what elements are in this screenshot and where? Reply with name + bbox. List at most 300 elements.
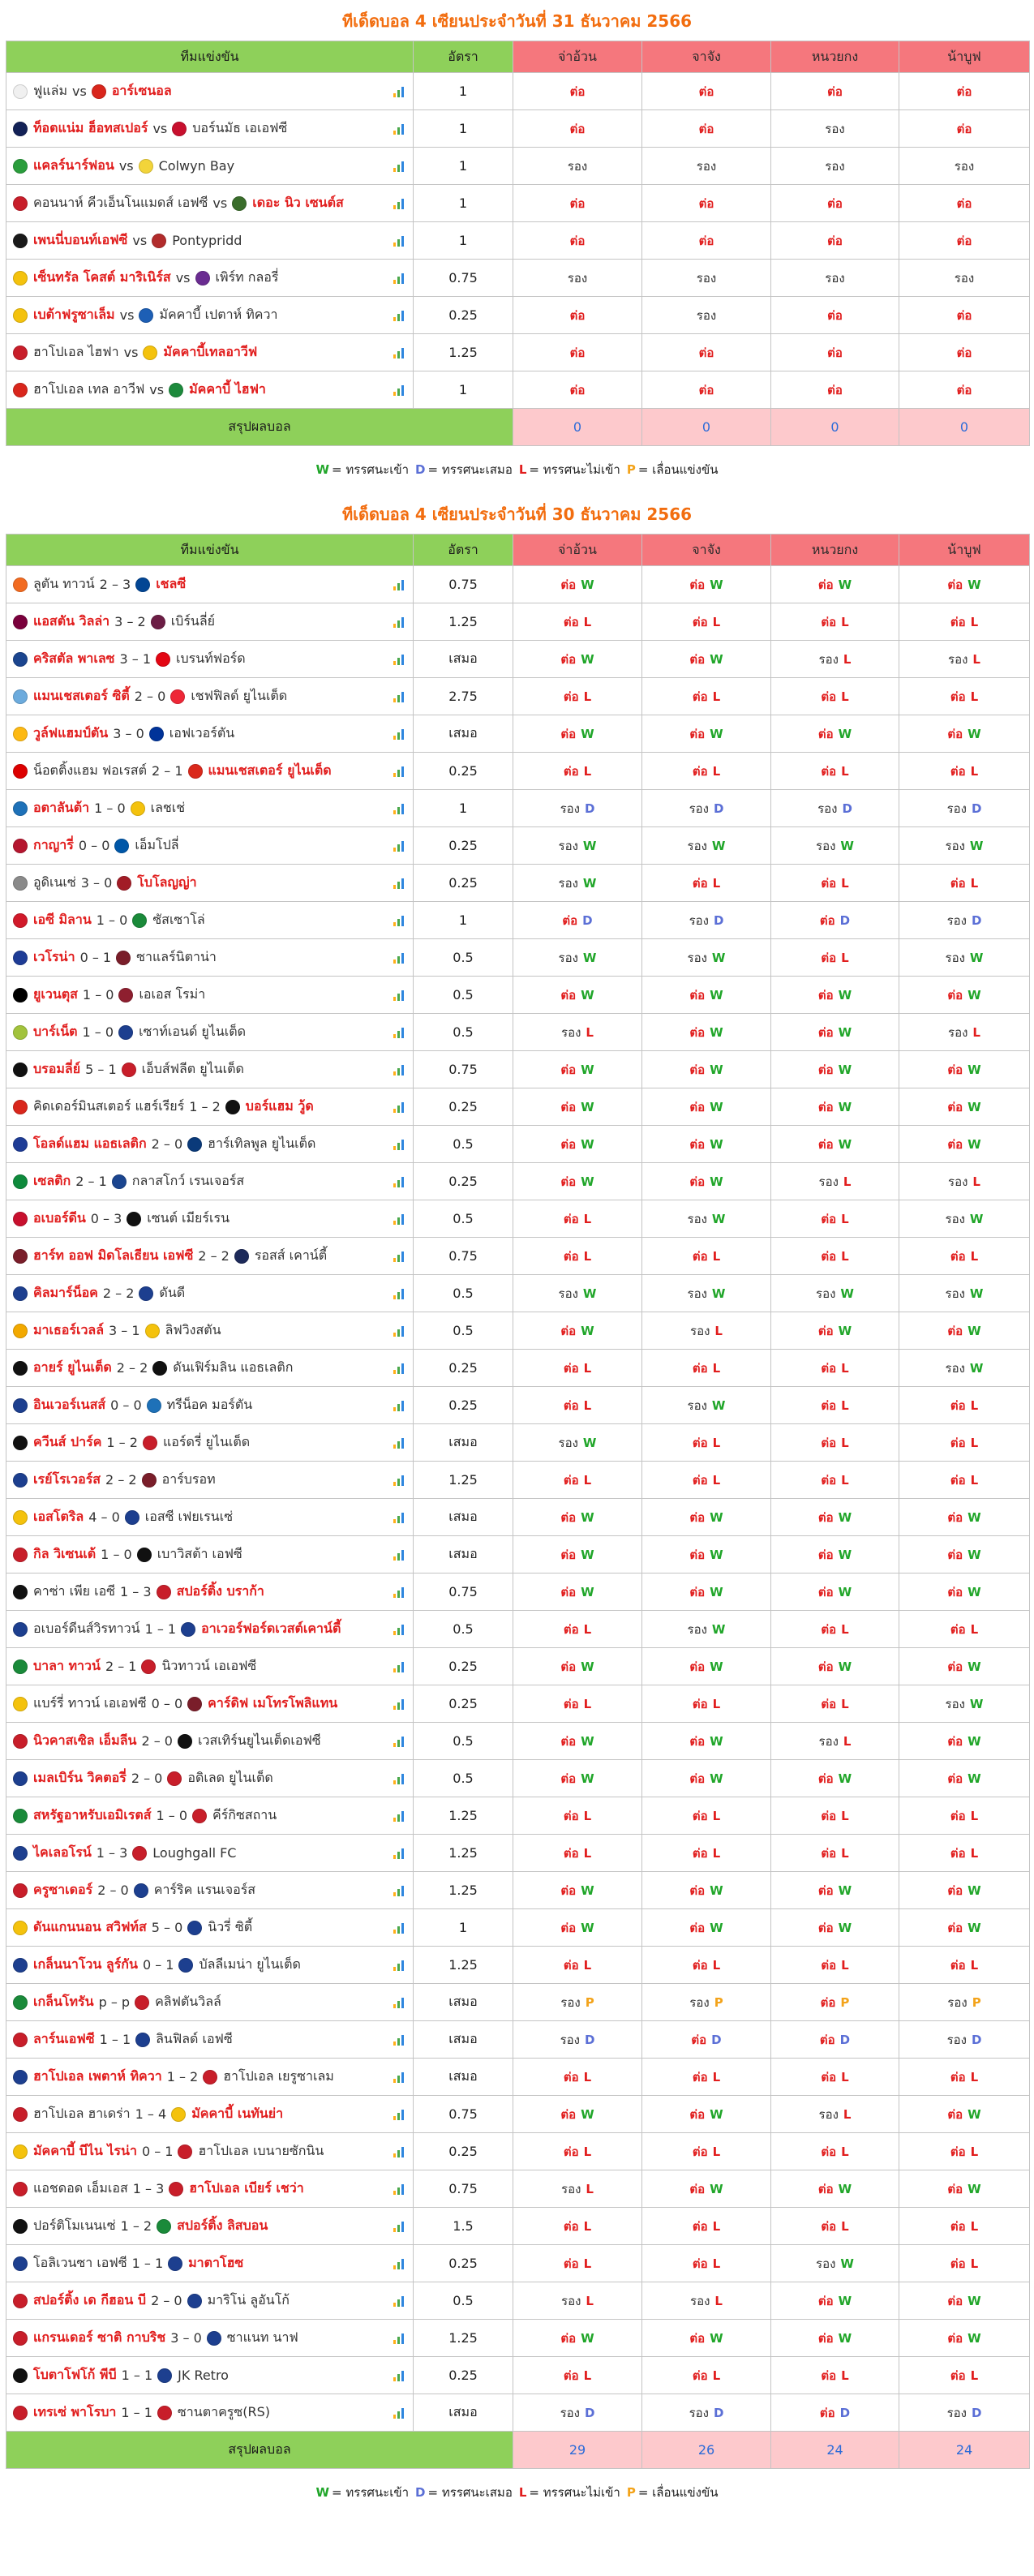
bar-chart-icon[interactable] xyxy=(393,1176,405,1187)
home-team[interactable]: ครูซาเดอร์ xyxy=(33,1882,93,1897)
home-team[interactable]: มัคคาบี้ บีไน ไรน่า xyxy=(33,2143,137,2158)
away-team[interactable]: กลาสโกว์ เรนเจอร์ส xyxy=(131,1173,245,1188)
away-team[interactable]: เซาท์เอนด์ ยูไนเต็ด xyxy=(139,1024,247,1039)
away-team[interactable]: มัคคาบี้ เนทันย่า xyxy=(191,2106,284,2121)
bar-chart-icon[interactable] xyxy=(393,1475,405,1486)
away-team[interactable]: มาริโน่ ลูอันโก้ xyxy=(207,2292,290,2308)
home-team[interactable]: คิดเดอร์มินสเตอร์ แฮร์เรียร์ xyxy=(33,1098,185,1114)
bar-chart-icon[interactable] xyxy=(393,2221,405,2232)
pick-label: รอง xyxy=(945,1696,965,1711)
bar-chart-icon[interactable] xyxy=(393,1101,405,1113)
match-score: 2 – 2 xyxy=(198,1248,230,1264)
bar-chart-icon[interactable] xyxy=(393,161,405,172)
match-line xyxy=(13,574,408,595)
table-row xyxy=(6,2170,1030,2208)
match-score: 1 – 0 xyxy=(94,801,126,816)
away-team-logo-icon xyxy=(207,2331,221,2346)
result-badge: L xyxy=(841,1435,849,1450)
pick-label: ต่อ xyxy=(689,2330,706,2346)
result-badge: L xyxy=(841,875,849,891)
tipster-4-pick xyxy=(899,110,1030,148)
away-team[interactable]: เบาวิสต้า เอฟซี xyxy=(157,1546,242,1561)
result-badge: W xyxy=(710,1659,723,1674)
summary-tipster-2: 26 xyxy=(642,2432,771,2469)
bar-chart-icon[interactable] xyxy=(393,347,405,358)
tipster-4-pick xyxy=(899,1126,1030,1163)
result-badge: L xyxy=(841,1397,849,1413)
pick-label: รอง xyxy=(954,158,975,174)
result-badge: D xyxy=(713,2405,724,2420)
pick-label: ต่อ xyxy=(689,1024,706,1040)
pick-label: ต่อ xyxy=(689,1584,706,1599)
table-row xyxy=(6,2320,1030,2357)
table-row xyxy=(6,2059,1030,2096)
away-team[interactable]: เพิร์ท กลอรี่ xyxy=(215,269,279,285)
home-team[interactable]: กิล วิเซนเต้ xyxy=(33,1546,97,1561)
home-team[interactable]: ฮาโปเอล ฮาเดร่า xyxy=(33,2106,131,2121)
pick-label: ต่อ xyxy=(947,1547,963,1562)
away-team[interactable]: โบโลญญ่า xyxy=(137,874,197,890)
home-team[interactable]: คิลมาร์น็อค xyxy=(33,1285,98,1300)
bar-chart-icon[interactable] xyxy=(393,123,405,135)
home-team[interactable]: กาญารี่ xyxy=(33,837,74,852)
bar-chart-icon[interactable] xyxy=(393,878,405,889)
home-team[interactable]: ฮาร์ท ออฟ มิดโลเธียน เอฟซี xyxy=(33,1247,194,1263)
result-badge: L xyxy=(841,614,849,629)
bar-chart-icon[interactable] xyxy=(393,1139,405,1150)
away-team[interactable]: เวสเทิร์นยูไนเต็ดเอฟซี xyxy=(197,1732,321,1748)
result-badge: W xyxy=(838,2293,852,2308)
away-team[interactable]: ทรีน็อค มอร์ตัน xyxy=(166,1397,253,1412)
bar-chart-icon[interactable] xyxy=(393,1027,405,1038)
pick-label: รอง xyxy=(689,801,709,816)
bar-chart-icon[interactable] xyxy=(393,654,405,665)
away-team[interactable]: สปอร์ติ้ง บราก้า xyxy=(176,1583,264,1599)
bar-chart-icon[interactable] xyxy=(393,1586,405,1598)
bar-chart-icon[interactable] xyxy=(393,1400,405,1411)
home-team[interactable]: ยูเวนตุส xyxy=(33,986,78,1002)
tipster-3-pick xyxy=(771,715,899,753)
home-team[interactable]: ไคเลอโรน์ xyxy=(33,1844,92,1860)
away-team[interactable]: ลินฟิลด์ เอฟซี xyxy=(156,2031,233,2046)
result-badge: L xyxy=(841,2368,849,2383)
bar-chart-icon[interactable] xyxy=(393,2407,405,2419)
away-team[interactable]: Loughgall FC xyxy=(152,1845,237,1861)
result-badge: L xyxy=(843,1733,852,1749)
home-team[interactable]: มาเธอร์เวลล์ xyxy=(33,1322,105,1337)
pick-label: ต่อ xyxy=(560,1659,577,1674)
home-team[interactable]: โบตาโฟโก้ พีบี xyxy=(33,2367,117,2382)
home-team[interactable]: อูดิเนเซ่ xyxy=(33,874,76,890)
result-badge: L xyxy=(972,1024,980,1040)
result-badge: W xyxy=(838,1024,852,1040)
match-cell xyxy=(6,603,414,641)
pick-label: ต่อ xyxy=(692,763,708,779)
match-cell xyxy=(6,1835,414,1872)
bar-chart-icon[interactable] xyxy=(393,2034,405,2046)
bar-chart-icon[interactable] xyxy=(393,840,405,852)
match-score: 1 – 4 xyxy=(135,2106,167,2122)
away-team[interactable]: ซาแนท นาฟ xyxy=(226,2329,298,2345)
away-team[interactable]: มัคคาบี้ ไฮฟา xyxy=(189,381,266,397)
home-team[interactable]: อเบอร์ดีน xyxy=(33,1210,86,1226)
home-team[interactable]: คริสตัล พาเลซ xyxy=(33,650,115,666)
away-team[interactable]: เซนต์ เมียร์เรน xyxy=(147,1210,230,1226)
bar-chart-icon[interactable] xyxy=(393,728,405,740)
match-score: 2 – 0 xyxy=(97,1883,129,1898)
pick-label: ต่อ xyxy=(560,577,577,592)
away-team[interactable]: ฮาโปเอล เบียร์ เชว่า xyxy=(189,2180,304,2196)
home-team[interactable]: คาซ่า เพีย เอซี xyxy=(33,1583,116,1599)
home-team[interactable]: ท็อตแน่ม ฮ็อทสเปอร์ xyxy=(33,120,148,135)
home-team[interactable]: สหรัฐอาหรับเอมิเรตส์ xyxy=(33,1807,152,1823)
away-team-logo-icon xyxy=(187,1137,202,1152)
home-team[interactable]: แบร์รี่ ทาวน์ เอเอฟซี xyxy=(33,1695,147,1711)
home-team[interactable]: อายร์ ยูไนเต็ด xyxy=(33,1359,112,1375)
match-score: 2 – 1 xyxy=(75,1174,107,1189)
match-cell xyxy=(6,2208,414,2245)
legend-text: = ทรรศนะไม่เข้า xyxy=(529,462,620,477)
away-team-logo-icon xyxy=(118,988,133,1002)
home-team[interactable]: เซลติก xyxy=(33,1173,71,1188)
away-team[interactable]: ซัสเซาโล่ xyxy=(152,912,205,927)
home-team[interactable]: โอลิเวนซา เอฟซี xyxy=(33,2255,127,2270)
pick-label: รอง xyxy=(948,1174,968,1189)
tipster-4-pick xyxy=(899,73,1030,110)
bar-chart-icon[interactable] xyxy=(393,2109,405,2120)
home-team[interactable]: วูล์ฟแฮมป์ตัน xyxy=(33,725,109,741)
handicap-rate: 1 xyxy=(414,790,513,827)
tipster-2-pick xyxy=(642,1648,771,1685)
tipster-2-pick xyxy=(642,2357,771,2394)
tipster-1-pick xyxy=(513,1574,642,1611)
away-team[interactable]: ซานตาครูซ(RS) xyxy=(177,2404,270,2419)
tipster-1-pick xyxy=(513,110,642,148)
away-team-logo-icon xyxy=(171,2107,186,2122)
bar-chart-icon[interactable] xyxy=(393,1251,405,1262)
home-team[interactable]: น็อตติ้งแฮม ฟอเรสต์ xyxy=(33,762,148,778)
bar-chart-icon[interactable] xyxy=(393,1960,405,1971)
home-team[interactable]: เกล็นนาโวน ลูร์กัน xyxy=(33,1956,138,1972)
result-badge: W xyxy=(711,1286,726,1301)
bar-chart-icon[interactable] xyxy=(393,1288,405,1299)
result-badge: L xyxy=(712,763,721,779)
away-team[interactable]: ซาแลร์นิตาน่า xyxy=(136,949,217,964)
away-team[interactable]: เอ็บส์ฟลีต ยูไนเต็ด xyxy=(141,1061,244,1076)
pick-label: รอง xyxy=(560,2405,580,2420)
away-team[interactable]: แอร์ดรี่ ยูไนเต็ด xyxy=(162,1434,251,1449)
result-badge: W xyxy=(710,1509,723,1525)
bar-chart-icon[interactable] xyxy=(393,273,405,284)
bar-chart-icon[interactable] xyxy=(393,1624,405,1635)
match-line xyxy=(13,2104,408,2124)
tipster-4-pick xyxy=(899,222,1030,260)
away-team[interactable]: อาร์บรอท xyxy=(161,1471,216,1487)
bar-chart-icon[interactable] xyxy=(393,2295,405,2307)
pick-label: ต่อ xyxy=(689,1771,706,1786)
away-team[interactable]: มัคคาบี้ เปตาห์ ทิควา xyxy=(159,307,278,322)
bar-chart-icon[interactable] xyxy=(393,766,405,777)
tipster-2-pick xyxy=(642,1462,771,1499)
bar-chart-icon[interactable] xyxy=(393,1810,405,1822)
bar-chart-icon[interactable] xyxy=(393,579,405,590)
bar-chart-icon[interactable] xyxy=(393,1213,405,1225)
away-team[interactable]: ลิฟวิงสตัน xyxy=(165,1322,221,1337)
handicap-rate: เสมอ xyxy=(414,1424,513,1462)
home-team[interactable]: แคลร์นาร์ฟอน xyxy=(33,157,114,173)
away-team[interactable]: บอร์นมัธ เอเอฟซี xyxy=(192,120,288,135)
bar-chart-icon[interactable] xyxy=(393,691,405,702)
away-team[interactable]: เบรนท์ฟอร์ด xyxy=(176,650,246,666)
match-cell xyxy=(6,2059,414,2096)
bar-chart-icon[interactable] xyxy=(393,384,405,396)
away-team[interactable]: ดันดี xyxy=(159,1285,186,1300)
away-team[interactable]: นิวทาวน์ เอเอฟซี xyxy=(161,1658,257,1673)
bar-chart-icon[interactable] xyxy=(393,2146,405,2157)
tipster-3-pick xyxy=(771,371,899,409)
away-team[interactable]: เอ็มโปลี่ xyxy=(135,837,179,852)
home-team[interactable]: ควีนส์ ปาร์ค xyxy=(33,1434,102,1449)
away-team-logo-icon xyxy=(135,577,150,592)
pick-label: ต่อ xyxy=(560,987,577,1002)
result-badge: W xyxy=(967,2293,981,2308)
away-team-logo-icon xyxy=(139,1286,153,1301)
result-badge: L xyxy=(583,1360,592,1376)
bar-chart-icon[interactable] xyxy=(393,1922,405,1934)
away-team[interactable]: แมนเชสเตอร์ ยูไนเต็ด xyxy=(208,762,332,778)
away-team[interactable]: Colwyn Bay xyxy=(158,158,235,174)
away-team[interactable]: สปอร์ติ้ง ลิสบอน xyxy=(177,2218,268,2233)
home-team[interactable]: ฟูแล่ม xyxy=(33,83,67,98)
result-badge: L xyxy=(970,1845,979,1861)
handicap-rate: 0.25 xyxy=(414,1685,513,1723)
bar-chart-icon[interactable] xyxy=(393,915,405,926)
away-team[interactable]: เลชเช่ xyxy=(150,800,186,815)
bar-chart-icon[interactable] xyxy=(393,1549,405,1561)
home-team[interactable]: นิวคาสเซิล เอ็มลีน xyxy=(33,1732,137,1748)
tipster-1-pick xyxy=(513,73,642,110)
away-team[interactable]: เอเอส โรม่า xyxy=(139,986,206,1002)
home-team[interactable]: แอชดอด เอ็มเอส xyxy=(33,2180,128,2196)
result-badge: L xyxy=(583,1211,592,1226)
home-team-logo-icon xyxy=(13,988,28,1002)
pick-label: ต่อ xyxy=(563,1845,579,1861)
home-team[interactable]: บาร์เน็ต xyxy=(33,1024,78,1039)
bar-chart-icon[interactable] xyxy=(393,952,405,964)
bar-chart-icon[interactable] xyxy=(393,310,405,321)
bar-chart-icon[interactable] xyxy=(393,2370,405,2381)
match-score: 3 – 2 xyxy=(114,614,146,629)
home-team[interactable]: ลูตัน ทาวน์ xyxy=(33,576,95,591)
tipster-2-pick xyxy=(642,790,771,827)
home-team[interactable]: เรย์โรเวอร์ส xyxy=(33,1471,101,1487)
away-team[interactable]: บัลลีเมน่า ยูไนเต็ด xyxy=(199,1956,301,1972)
away-team[interactable]: อดิเลด ยูไนเต็ด xyxy=(187,1770,273,1785)
away-team[interactable]: JK Retro xyxy=(178,2368,229,2383)
bar-chart-icon[interactable] xyxy=(393,1885,405,1896)
away-team[interactable]: ฮาโปเอล เยรูซาเลม xyxy=(223,2068,334,2084)
away-team[interactable]: เอสซี เฟยเรนเซ่ xyxy=(144,1509,234,1524)
home-team[interactable]: ดันแกนนอน สวิฟท์ส xyxy=(33,1919,147,1934)
away-team[interactable]: เอฟเวอร์ตัน xyxy=(169,725,235,741)
bar-chart-icon[interactable] xyxy=(393,1736,405,1747)
bar-chart-icon[interactable] xyxy=(393,1661,405,1672)
match-score: 0 – 1 xyxy=(142,1957,174,1973)
home-team[interactable]: ฮาโปเอล เพตาห์ ทิควา xyxy=(33,2068,162,2084)
pick-label: รอง xyxy=(696,307,717,323)
tipster-2-pick xyxy=(642,715,771,753)
home-team[interactable]: เบต้าฟรูซาเล็ม xyxy=(33,307,115,322)
handicap-rate: 0.5 xyxy=(414,1312,513,1350)
tipster-1-pick xyxy=(513,1611,642,1648)
home-team-logo-icon xyxy=(13,2107,28,2122)
bar-chart-icon[interactable] xyxy=(393,1064,405,1075)
bar-chart-icon[interactable] xyxy=(393,1437,405,1449)
home-team[interactable]: ฮาโปเอล เทล อาวีฟ xyxy=(33,381,145,397)
away-team[interactable]: อาร์เซนอล xyxy=(111,83,172,98)
away-team[interactable]: Pontypridd xyxy=(172,233,242,248)
result-badge: L xyxy=(586,2293,594,2308)
home-team[interactable]: อตาลันต้า xyxy=(33,800,90,815)
away-team[interactable]: รอสส์ เคาน์ตี้ xyxy=(254,1247,328,1263)
pick-label: รอง xyxy=(560,1994,581,2010)
away-team[interactable]: มาตาโฮซ xyxy=(188,2255,244,2270)
tipster-3-pick xyxy=(771,2021,899,2059)
table-row xyxy=(6,865,1030,902)
result-badge: L xyxy=(841,1472,849,1488)
tipster-3-pick xyxy=(771,1947,899,1984)
bar-chart-icon[interactable] xyxy=(393,1698,405,1710)
away-team[interactable]: ฮาโปเอล เบนายซักนิน xyxy=(198,2143,324,2158)
result-badge: D xyxy=(839,912,851,928)
tipster-4-pick xyxy=(899,185,1030,222)
tipster-3-pick xyxy=(771,566,899,603)
result-badge: L xyxy=(586,2181,594,2196)
bar-chart-icon[interactable] xyxy=(393,990,405,1001)
home-team-logo-icon xyxy=(13,1734,28,1749)
away-team[interactable]: มัคคาบี้เทลอาวีฟ xyxy=(163,344,258,359)
away-team[interactable]: คาร์ริค แรนเจอร์ส xyxy=(153,1882,256,1897)
home-team[interactable]: คอนนาห์ คีวเอ็นโนแมดส์ เอฟซี xyxy=(33,195,208,210)
away-team[interactable]: เชฟฟิลด์ ยูไนเต็ด xyxy=(191,688,288,703)
away-team[interactable]: ฮาร์เทิลพูล ยูไนเต็ด xyxy=(208,1136,316,1151)
home-team[interactable]: เทรเซ่ พาโรบา xyxy=(33,2404,117,2419)
home-team[interactable]: อินเวอร์เนสส์ xyxy=(33,1397,106,1412)
home-team[interactable]: บรอมลี่ย์ xyxy=(33,1061,81,1076)
match-line xyxy=(13,1059,408,1080)
bar-chart-icon[interactable] xyxy=(393,1773,405,1784)
home-team[interactable]: ลาร์นเอฟซี xyxy=(33,2031,95,2046)
away-team[interactable]: คาร์ดิฟ เมโทรโพลิแทน xyxy=(208,1695,338,1711)
home-team[interactable]: เมลเบิร์น วิคตอรี่ xyxy=(33,1770,127,1785)
bar-chart-icon[interactable] xyxy=(393,1363,405,1374)
home-team-logo-icon xyxy=(13,951,28,965)
home-team[interactable]: เอสโตริล xyxy=(33,1509,84,1524)
tipster-1-pick xyxy=(513,641,642,678)
away-team[interactable]: เบิร์นลี่ย์ xyxy=(170,613,216,629)
pick-label: ต่อ xyxy=(947,1733,963,1749)
tipster-3-pick xyxy=(771,1424,899,1462)
home-team[interactable]: เอซี มิลาน xyxy=(33,912,92,927)
table-row xyxy=(6,1312,1030,1350)
pick-label: ต่อ xyxy=(563,1621,579,1637)
tipster-4-pick xyxy=(899,1350,1030,1387)
home-team[interactable]: แกรนเดอร์ ซาติ กาบริช xyxy=(33,2329,166,2345)
match-line xyxy=(13,193,408,213)
legend-text: = เลื่อนแข่งขัน xyxy=(637,462,719,477)
bar-chart-icon[interactable] xyxy=(393,1512,405,1523)
bar-chart-icon[interactable] xyxy=(393,1325,405,1337)
home-team-logo-icon xyxy=(13,1510,28,1525)
away-team[interactable]: ดันเฟิร์มลิน แอธเลติก xyxy=(173,1359,294,1375)
bar-chart-icon[interactable] xyxy=(393,235,405,247)
pick-label: ต่อ xyxy=(956,121,972,136)
pick-label: ต่อ xyxy=(821,689,837,704)
bar-chart-icon[interactable] xyxy=(393,2072,405,2083)
home-team[interactable]: แมนเชสเตอร์ ซิตี้ xyxy=(33,688,130,703)
result-badge: W xyxy=(838,987,852,1002)
away-team[interactable]: บอร์แฮม วู้ด xyxy=(245,1098,314,1114)
match-score: 2 – 0 xyxy=(134,689,166,704)
home-team[interactable]: สปอร์ติ้ง เด กีฮอน บี xyxy=(33,2292,147,2308)
home-team[interactable]: โอลด์แฮม แอธเลติก xyxy=(33,1136,147,1151)
bar-chart-icon[interactable] xyxy=(393,803,405,814)
bar-chart-icon[interactable] xyxy=(393,2333,405,2344)
pick-label: ต่อ xyxy=(950,614,966,629)
handicap-rate: 1.25 xyxy=(414,1797,513,1835)
home-team[interactable]: เกล็นโทรัน xyxy=(33,1994,94,2009)
home-team[interactable]: อเบอร์ดีนส์วิรทาวน์ xyxy=(33,1621,140,1636)
match-score: p – p xyxy=(98,1994,131,2010)
home-team[interactable]: ฮาโปเอล ไฮฟา xyxy=(33,344,119,359)
bar-chart-icon[interactable] xyxy=(393,616,405,628)
bar-chart-icon[interactable] xyxy=(393,1848,405,1859)
home-team[interactable]: เวโรน่า xyxy=(33,949,75,964)
pick-label: รอง xyxy=(687,1211,707,1226)
result-badge: W xyxy=(969,1360,984,1376)
bar-chart-icon[interactable] xyxy=(393,2183,405,2195)
home-team[interactable]: เซ็นทรัล โคสต์ มาริเนิร์ส xyxy=(33,269,171,285)
bar-chart-icon[interactable] xyxy=(393,198,405,209)
pick-label: ต่อ xyxy=(698,382,714,397)
handicap-rate: เสมอ xyxy=(414,2059,513,2096)
result-badge: W xyxy=(710,987,723,1002)
pick-label: ต่อ xyxy=(689,726,706,741)
bar-chart-icon[interactable] xyxy=(393,2258,405,2269)
match-cell xyxy=(6,715,414,753)
bar-chart-icon[interactable] xyxy=(393,86,405,97)
away-team[interactable]: อาเวอร์ฟอร์ดเวสต์เคาน์ตี้ xyxy=(201,1621,341,1636)
home-team[interactable]: ปอร์ติโมเนนเซ่ xyxy=(33,2218,116,2233)
home-team[interactable]: เพนนี่บอนท์เอฟซี xyxy=(33,232,128,247)
pick-label: รอง xyxy=(954,270,975,286)
tipster-3-pick xyxy=(771,297,899,334)
away-team[interactable]: นิวรี่ ซิตี้ xyxy=(208,1919,253,1934)
home-team-logo-icon xyxy=(13,2331,28,2346)
away-team[interactable]: เดอะ นิว เซนต์ส xyxy=(252,195,344,210)
away-team[interactable]: คีร์กิซสถาน xyxy=(212,1807,277,1823)
bar-chart-icon[interactable] xyxy=(393,1997,405,2008)
tipster-1-pick xyxy=(513,1238,642,1275)
home-team[interactable]: แอสตัน วิลล่า xyxy=(33,613,110,629)
handicap-rate: 0.75 xyxy=(414,1574,513,1611)
away-team[interactable]: คลิฟตันวิลล์ xyxy=(155,1994,221,2009)
home-team[interactable]: บาลา ทาวน์ xyxy=(33,1658,101,1673)
table-row xyxy=(6,2394,1030,2432)
away-team[interactable]: เชลซี xyxy=(156,576,187,591)
match-cell xyxy=(6,1163,414,1200)
table-row xyxy=(6,1648,1030,1685)
